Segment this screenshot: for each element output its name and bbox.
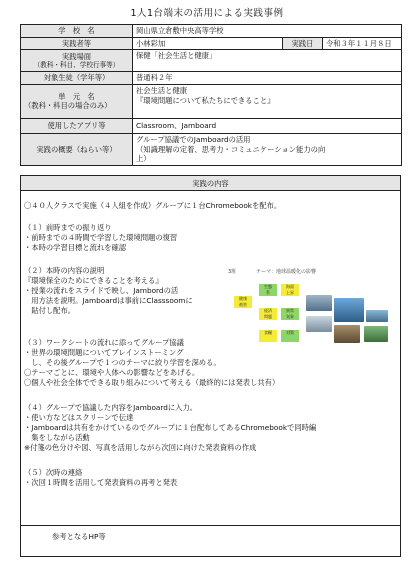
document-title: 1人1台端末の活用による実践事例 xyxy=(130,8,284,19)
apps-value: Classroom、Jamboard xyxy=(133,118,402,133)
scene-label-cell xyxy=(21,50,133,72)
aim-value xyxy=(133,133,402,165)
sticky-note: 海面 上昇 xyxy=(281,284,299,296)
unit-label-cell xyxy=(21,84,133,118)
step-heading: （３）ワークシートの流れに添ってグループ協議 xyxy=(24,338,184,347)
scene-value: 保健「社会生活と健康」 xyxy=(133,50,402,72)
content-line: 集をしながら活動 xyxy=(24,433,90,442)
jamboard-screenshot xyxy=(226,268,398,356)
figure-group-tag: 3班 xyxy=(228,269,237,275)
aim-line-1: グループ協議でのJamboardの活用 xyxy=(136,134,251,144)
unit-line-2: 『環境問題について私たちにできること』 xyxy=(136,95,275,105)
content-line: 『環境保全のためにできることを考える』 xyxy=(24,276,163,285)
content-line: 〇４０人クラスで実施（４人組を作成）グループに１台Chromebookを配布。 xyxy=(24,201,282,210)
aim-line-3: 上） xyxy=(136,154,151,164)
aim-label: 実践の概要（ねらい等） xyxy=(21,133,133,165)
step-heading: （１）前時までの振り返り xyxy=(24,223,112,232)
aim-line-2: （知識理解の定着、思考力・コミュニケーション能力の向 xyxy=(136,144,326,154)
teacher-value: 小林彩加 xyxy=(133,37,283,50)
content-line: 〇個人や社会全体でできる取り組みについて考える（最終的には発表し共有） xyxy=(24,378,280,387)
scene-label: 実践場面 xyxy=(61,51,92,61)
step-heading: （５）次時の連絡 xyxy=(24,468,83,477)
content-line: ・前時までの４時間で学習した環境問題の復習 xyxy=(24,233,178,242)
school-value: 岡山県立倉敷中央高等学校 xyxy=(133,25,402,38)
photo-thumbnail xyxy=(334,325,360,343)
content-line: ・授業の流れをスライドで映し、Jambordの活 xyxy=(24,286,179,295)
content-line: 用方法を説明。Jamboardは事前にClasssoomに xyxy=(24,296,193,305)
school-label: 学 校 名 xyxy=(21,25,133,38)
content-line: し、その後グループで１つのテーマに絞り学習を深める。 xyxy=(24,358,221,367)
unit-label: 単 元 名 xyxy=(58,91,95,101)
unit-value xyxy=(133,84,402,118)
content-line: ※付箋の色分けや図、写真を活用しながら次回に向けた発表資料の作成 xyxy=(24,443,257,452)
target-label: 対象生徒（学年等） xyxy=(21,72,133,85)
teacher-label: 実践者等 xyxy=(21,37,133,50)
sticky-note: 健康 被害 xyxy=(234,296,252,308)
unit-sublabel: （教科・科目の場合のみ） xyxy=(24,101,112,111)
content-header: 実践の内容 xyxy=(20,175,401,191)
content-line: ・本時の学習目標と流れを確認 xyxy=(24,243,127,252)
apps-label: 使用したアプリ等 xyxy=(21,118,133,133)
content-line: ・世界の環境問題についてブレインストーミング xyxy=(24,348,184,357)
date-value: 令和３年１１月８日 xyxy=(323,37,402,50)
step-heading: （２）本時の内容の説明 xyxy=(24,266,105,275)
sticky-note: 生態 系 xyxy=(259,284,277,296)
figure-theme: テーマ：地球温暖化の影響 xyxy=(256,269,317,275)
content-line: 貼付し配布。 xyxy=(24,306,76,315)
photo-thumbnail xyxy=(306,316,332,332)
overview-table xyxy=(20,24,402,166)
photo-thumbnail xyxy=(306,295,332,311)
photo-thumbnail xyxy=(366,310,388,322)
content-line: ・次回１時間を活用して発表資料の再考と発表 xyxy=(24,478,178,487)
sticky-note: 経済 問題 xyxy=(259,308,277,320)
content-line: 〇テーマごとに、環境や人体への影響などをあげる。 xyxy=(24,368,200,377)
unit-line-1: 社会生活と健康 xyxy=(136,85,188,95)
sticky-note: 食糧 xyxy=(259,330,277,342)
target-value: 普通科２年 xyxy=(133,72,402,85)
date-label: 実践日 xyxy=(283,37,323,50)
content-line: ・Jamboardは共有をかけているのでグループに１台配布してあるChromebookで同時編 xyxy=(24,423,317,432)
content-line: ・使い方などはスクリーンで伝達 xyxy=(24,413,134,422)
iceberg-photo xyxy=(334,298,364,322)
sticky-note: 異常 気象 xyxy=(281,308,299,320)
scene-sublabel: （教科・科目、学校行事等） xyxy=(33,61,120,70)
reference-label: 参考となるHP等 xyxy=(52,532,106,541)
sticky-note: 対策 xyxy=(281,330,299,342)
photo-thumbnail xyxy=(364,326,388,342)
step-heading: （４）グループで協議した内容をJamboardに入力。 xyxy=(24,403,198,412)
